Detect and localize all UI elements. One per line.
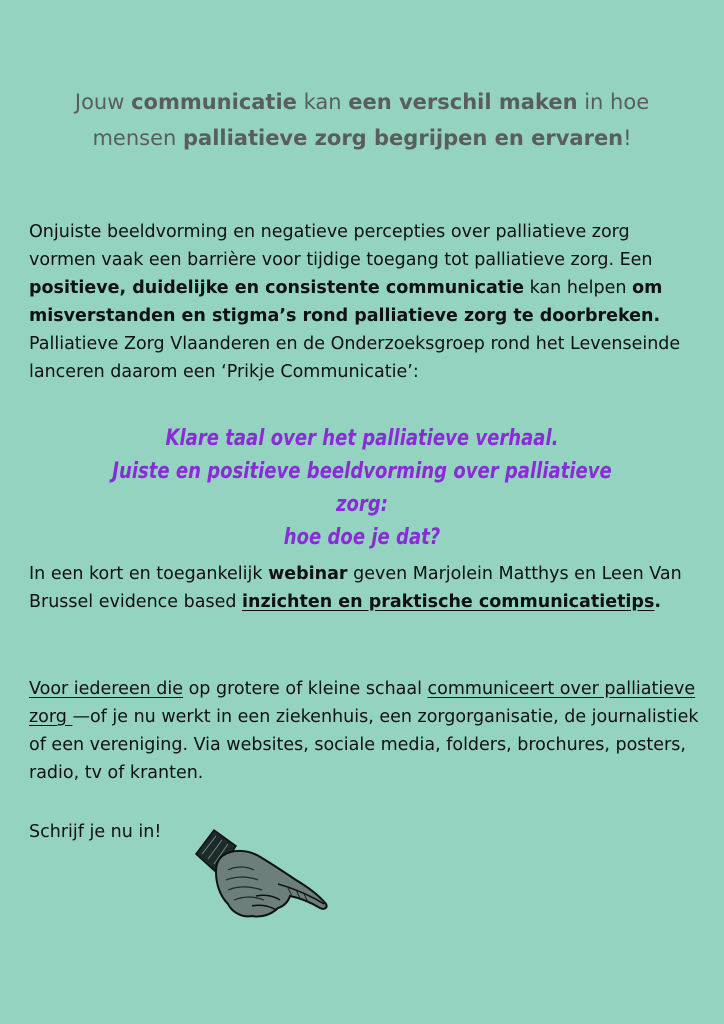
paragraph-text: Palliatieve Zorg Vlaanderen en de Onderzoeksgroep rond het Levenseinde lanceren daarom een ‘Prikje Communicatie’: bbox=[29, 334, 681, 382]
paragraph-bold: om misverstanden en stigma’s rond palliatieve zorg te doorbreken. bbox=[29, 278, 663, 326]
quote-line: Klare taal over het palliatieve verhaal. bbox=[165, 426, 559, 451]
paragraph-text: geven Marjolein Matthys en Leen Van Brussel evidence based bbox=[29, 564, 682, 612]
intro-text: kan bbox=[296, 90, 349, 114]
intro-text: ! bbox=[623, 126, 632, 150]
paragraph-text: op grotere of kleine schaal bbox=[183, 679, 428, 699]
communication-tips-link: inzichten en praktische communicatietips bbox=[242, 592, 655, 612]
paragraph-webinar bbox=[29, 560, 701, 616]
paragraph-text: —of je nu werkt in een ziekenhuis, een zorgorganisatie, de journalistiek of een vereniging. Via websites, sociale media, folders, brochures, posters, radio, tv of kranten. bbox=[29, 707, 699, 783]
paragraph-context bbox=[29, 218, 701, 386]
pointing-hand-icon bbox=[192, 826, 332, 926]
highlight-quote bbox=[90, 422, 634, 554]
intro-bold: communicatie bbox=[131, 90, 297, 114]
intro-bold: een verschil maken bbox=[348, 90, 578, 114]
intro-text: Jouw bbox=[74, 90, 132, 114]
paragraph-audience bbox=[29, 675, 701, 787]
intro-text: in hoe mensen bbox=[92, 90, 650, 150]
signup-call-to-action[interactable]: Schrijf je nu in! bbox=[29, 822, 162, 842]
paragraph-text: In een kort en toegankelijk bbox=[29, 564, 269, 584]
paragraph-text: Onjuiste beeldvorming en negatieve percepties over palliatieve zorg vormen vaak een barrière voor tijdige toegang tot palliatieve zorg. Een bbox=[29, 222, 653, 270]
quote-line: Juiste en positieve beeldvorming over palliatieve zorg: bbox=[112, 459, 612, 517]
paragraph-underline: communiceert over palliatieve zorg bbox=[29, 679, 696, 727]
intro-bold: palliatieve zorg begrijpen en ervaren bbox=[182, 126, 624, 150]
paragraph-text: kan helpen bbox=[524, 278, 633, 298]
paragraph-bold: webinar bbox=[268, 564, 348, 584]
paragraph-bold: positieve, duidelijke en consistente communicatie bbox=[29, 278, 525, 298]
quote-line: hoe doe je dat? bbox=[283, 525, 441, 550]
paragraph-text: . bbox=[654, 592, 662, 612]
intro-heading bbox=[40, 84, 684, 156]
paragraph-underline: Voor iedereen die bbox=[29, 679, 184, 699]
